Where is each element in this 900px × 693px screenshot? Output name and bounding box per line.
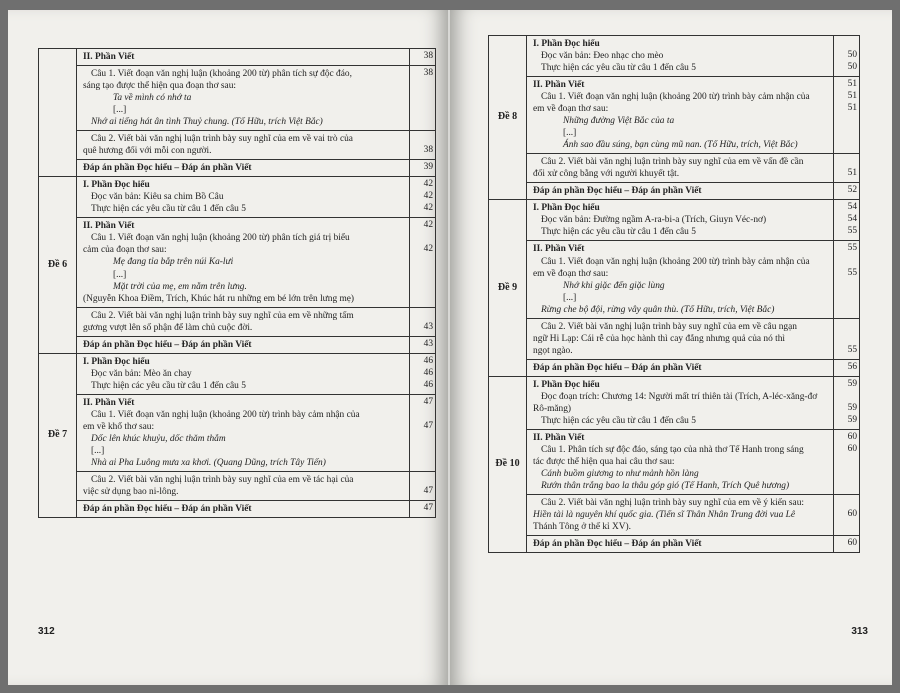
toc-entry-line: I. Phần Đọc hiểu bbox=[533, 203, 600, 214]
page-ref-number: 60 bbox=[847, 509, 857, 520]
exam-label: Đề 8 bbox=[489, 36, 527, 200]
toc-entry-line: Thực hiện các yêu cầu từ câu 1 đến câu 5 bbox=[91, 204, 246, 215]
toc-entry-line: em về đoạn thơ sau: bbox=[533, 268, 609, 279]
toc-entry-line: em về khổ thơ sau: bbox=[83, 421, 155, 432]
toc-entry-line: Đọc văn bản: Đeo nhạc cho mèo bbox=[541, 51, 664, 62]
toc-row bbox=[489, 36, 860, 77]
toc-entry bbox=[77, 471, 410, 500]
exam-label: Đề 10 bbox=[489, 376, 527, 552]
toc-entry-line: Rô-măng) bbox=[533, 403, 572, 414]
exam-label: Đề 9 bbox=[489, 200, 527, 376]
page-ref-number: 59 bbox=[847, 378, 857, 389]
toc-entry-line: Thực hiện các yêu cầu từ câu 1 đến câu 5 bbox=[541, 227, 696, 238]
page-ref-number: 46 bbox=[423, 379, 433, 390]
toc-entry-line: II. Phần Viết bbox=[533, 244, 585, 255]
toc-entry-line: Câu 2. Viết bài văn nghị luận trình bày suy nghĩ của em về câu ngạn bbox=[541, 321, 797, 332]
book-spread bbox=[8, 10, 892, 685]
toc-entry-line: II. Phần Viết bbox=[533, 80, 585, 91]
toc-entry bbox=[527, 318, 834, 359]
toc-row bbox=[39, 49, 436, 66]
toc-entry bbox=[77, 336, 410, 353]
toc-entry-line: Đáp án phần Đọc hiểu – Đáp án phần Viết bbox=[533, 186, 702, 197]
toc-entry-line: I. Phần Đọc hiểu bbox=[83, 356, 150, 367]
right-page bbox=[450, 10, 892, 685]
toc-entry-line: [...] bbox=[113, 105, 127, 116]
toc-entry-line: Câu 1. Phân tích sự độc đáo, sáng tạo của nhà thơ Tế Hanh trong sáng bbox=[541, 444, 804, 455]
toc-row bbox=[39, 353, 436, 394]
toc-entry-line: đối xử công bằng với người khuyết tật. bbox=[533, 169, 680, 180]
toc-entry-line: II. Phần Viết bbox=[83, 52, 135, 62]
exam-label: Đề 6 bbox=[39, 177, 77, 353]
page-ref-number: 59 bbox=[847, 402, 857, 413]
toc-entry-line: Đáp án phần Đọc hiểu – Đáp án phần Viết bbox=[533, 539, 702, 550]
toc-row bbox=[39, 160, 436, 177]
toc-entry-line: Rướn thân trắng bao la thâu góp gió (Tế Hanh, Trích Quê hương) bbox=[541, 481, 790, 492]
page-ref-number: 46 bbox=[423, 367, 433, 378]
toc-page-ref bbox=[410, 66, 436, 131]
toc-entry-line: I. Phần Đọc hiểu bbox=[533, 39, 600, 49]
toc-entry bbox=[77, 218, 410, 307]
toc-row bbox=[39, 66, 436, 131]
toc-entry-line: [...] bbox=[113, 269, 127, 280]
toc-entry bbox=[527, 36, 834, 77]
toc-entry bbox=[77, 160, 410, 177]
page-ref-number: 46 bbox=[423, 355, 433, 366]
toc-row bbox=[489, 429, 860, 494]
toc-entry-line: Những đường Việt Bắc của ta bbox=[563, 116, 675, 127]
exam-label bbox=[39, 49, 77, 177]
toc-row bbox=[489, 318, 860, 359]
exam-label: Đề 7 bbox=[39, 353, 77, 517]
toc-entry-line: Thánh Tông ở thế kỉ XV). bbox=[533, 522, 631, 533]
page-ref-number: 43 bbox=[423, 321, 433, 332]
toc-page-ref bbox=[834, 429, 860, 494]
toc-entry-line: Đọc văn bản: Đường ngầm A-ra-bi-a (Trích, Giuyn Véc-nơ) bbox=[541, 215, 767, 226]
toc-entry bbox=[527, 495, 834, 536]
toc-page-ref bbox=[834, 183, 860, 200]
page-ref-number: 51 bbox=[847, 79, 857, 90]
page-ref-number: 42 bbox=[423, 179, 433, 190]
page-ref-number: 51 bbox=[847, 103, 857, 114]
toc-entry-line: Câu 1. Viết đoạn văn nghị luận (khoảng 200 từ) trình bày cảm nhận của bbox=[541, 92, 810, 103]
page-ref-number bbox=[412, 231, 433, 243]
toc-entry bbox=[527, 183, 834, 200]
toc-entry-line: ngọt ngào. bbox=[533, 345, 573, 356]
toc-entry-line: quê hương đối với mỗi con người. bbox=[83, 146, 212, 157]
page-ref-number: 60 bbox=[847, 443, 857, 454]
page-number-right: 313 bbox=[851, 626, 868, 637]
page-ref-number: 56 bbox=[847, 361, 857, 372]
toc-entry-line: Câu 1. Viết đoạn văn nghị luận (khoảng 200 từ) trình bày cảm nhận của bbox=[541, 256, 810, 267]
toc-page-ref bbox=[410, 131, 436, 160]
toc-entry-line: Thực hiện các yêu cầu từ câu 1 đến câu 5 bbox=[541, 415, 696, 426]
page-ref-number bbox=[836, 520, 857, 532]
toc-row bbox=[39, 336, 436, 353]
toc-row bbox=[39, 394, 436, 471]
toc-page-ref bbox=[410, 177, 436, 218]
toc-entry bbox=[527, 200, 834, 241]
toc-page-ref bbox=[834, 495, 860, 536]
toc-entry-line: việc sử dụng bao ni-lông. bbox=[83, 487, 179, 497]
page-ref-number: 42 bbox=[423, 244, 433, 255]
page-ref-number bbox=[412, 132, 433, 144]
toc-entry-line: II. Phần Viết bbox=[83, 397, 135, 408]
toc-page-ref bbox=[834, 36, 860, 77]
page-ref-number: 50 bbox=[847, 50, 857, 60]
toc-row bbox=[39, 177, 436, 218]
page-ref-number: 47 bbox=[423, 420, 433, 431]
toc-entry-line: ngữ Hi Lạp: Cái rễ của học hành thì cay đắng nhưng quả của nó thì bbox=[533, 333, 786, 344]
toc-entry-line: cảm của đoạn thơ sau: bbox=[83, 245, 167, 256]
toc-row bbox=[489, 495, 860, 536]
page-ref-number: 42 bbox=[423, 203, 433, 214]
toc-page-ref bbox=[834, 536, 860, 553]
toc-row bbox=[489, 536, 860, 553]
toc-row bbox=[39, 501, 436, 518]
toc-page-ref bbox=[410, 501, 436, 518]
toc-entry-line: Đọc văn bản: Mèo ăn chay bbox=[91, 368, 192, 379]
toc-entry bbox=[77, 307, 410, 336]
page-ref-number: 42 bbox=[423, 191, 433, 202]
toc-entry-line: Đọc văn bản: Kiêu sa chim Bồ Câu bbox=[91, 192, 224, 203]
toc-table-left bbox=[38, 48, 436, 518]
page-ref-number: 47 bbox=[423, 396, 433, 407]
toc-entry-line: Câu 2. Viết bài văn nghị luận trình bày suy nghĩ của em về tác hại của bbox=[91, 474, 354, 485]
toc-entry-line: Thực hiện các yêu cầu từ câu 1 đến câu 5 bbox=[91, 380, 246, 391]
toc-page-ref bbox=[834, 318, 860, 359]
toc-entry-line: Cánh buồm giương to như mảnh hồn làng bbox=[541, 469, 699, 479]
toc-row bbox=[489, 376, 860, 429]
toc-entry-line: gương vượt lên số phận để làm chủ cuộc đời. bbox=[83, 322, 253, 333]
toc-entry-line: Đáp án phần Đọc hiểu – Đáp án phần Viết bbox=[533, 362, 702, 373]
page-ref-number: 42 bbox=[423, 220, 433, 231]
toc-entry bbox=[77, 394, 410, 471]
toc-entry-line: [...] bbox=[91, 445, 105, 456]
toc-entry-line: Câu 2. Viết bài văn nghị luận trình bày suy nghĩ của em về vấn đề cần bbox=[541, 157, 804, 168]
page-ref-number: 50 bbox=[847, 62, 857, 73]
left-page bbox=[8, 10, 448, 685]
toc-entry-line: Đáp án phần Đọc hiểu – Đáp án phần Viết bbox=[83, 163, 252, 174]
toc-row bbox=[489, 241, 860, 318]
toc-entry-line: Nhớ ai tiếng hát ân tình Thuỷ chung. (Tố Hữu, trích Việt Bắc) bbox=[91, 117, 323, 128]
toc-entry-line: Câu 2. Viết bài văn nghị luận trình bày suy nghĩ của em về vai trò của bbox=[91, 134, 353, 145]
toc-page-ref bbox=[834, 154, 860, 183]
toc-entry bbox=[77, 177, 410, 218]
toc-entry-line: Câu 1. Viết đoạn văn nghị luận (khoảng 200 từ) phân tích sự độc đáo, bbox=[91, 69, 352, 80]
toc-entry bbox=[77, 49, 410, 66]
page-ref-number: 55 bbox=[847, 226, 857, 237]
toc-row bbox=[489, 154, 860, 183]
page-ref-number bbox=[836, 496, 857, 508]
toc-entry-line: [...] bbox=[563, 128, 577, 139]
toc-entry-line: Đáp án phần Đọc hiểu – Đáp án phần Viết bbox=[83, 504, 252, 515]
page-ref-number: 39 bbox=[423, 162, 433, 173]
page-ref-number: 54 bbox=[847, 202, 857, 213]
toc-entry bbox=[77, 501, 410, 518]
toc-entry-line: Câu 2. Viết bài văn nghị luận trình bày suy nghĩ của em về ý kiến sau: bbox=[541, 498, 805, 509]
page-ref-number: 43 bbox=[423, 338, 433, 349]
toc-entry-line: em về đoạn thơ sau: bbox=[533, 104, 609, 115]
page-ref-number: 38 bbox=[423, 68, 433, 79]
toc-entry bbox=[527, 154, 834, 183]
toc-entry bbox=[527, 429, 834, 494]
toc-entry-line: II. Phần Viết bbox=[533, 432, 585, 443]
toc-entry-line: (Nguyễn Khoa Điềm, Trích, Khúc hát ru những em bé lớn trên lưng mẹ) bbox=[83, 293, 355, 304]
toc-page-ref bbox=[410, 336, 436, 353]
toc-entry-line: Mẹ đang tỉa bắp trên núi Ka-lưi bbox=[113, 257, 234, 268]
page-ref-number bbox=[836, 155, 857, 167]
page-ref-number: 55 bbox=[847, 344, 857, 355]
toc-entry-line: Ánh sao đầu súng, bạn cùng mũ nan. (Tố Hữu, trích, Việt Bắc) bbox=[563, 140, 798, 151]
page-ref-number bbox=[412, 309, 433, 321]
page-ref-number bbox=[836, 390, 857, 402]
toc-entry-line: tác được thể hiện qua hai câu thơ sau: bbox=[533, 456, 675, 467]
toc-entry-line: Câu 1. Viết đoạn văn nghị luận (khoảng 200 từ) phân tích giá trị biểu bbox=[91, 233, 350, 244]
toc-entry bbox=[527, 536, 834, 553]
page-ref-number bbox=[836, 332, 857, 344]
toc-page-ref bbox=[834, 200, 860, 241]
page-ref-number bbox=[412, 408, 433, 420]
toc-entry bbox=[77, 66, 410, 131]
toc-row bbox=[489, 359, 860, 376]
page-ref-number: 51 bbox=[847, 91, 857, 102]
toc-entry-line: Câu 1. Viết đoạn văn nghị luận (khoảng 200 từ) trình bày cảm nhận của bbox=[91, 409, 360, 420]
toc-entry-line: Đáp án phần Đọc hiểu – Đáp án phần Viết bbox=[83, 339, 252, 350]
toc-entry-line: Câu 2. Viết bài văn nghị luận trình bày suy nghĩ của em về những tấm bbox=[91, 310, 354, 321]
toc-page-ref bbox=[834, 77, 860, 154]
page-ref-number: 60 bbox=[847, 538, 857, 549]
toc-entry-line: Hiền tài là nguyên khí quốc gia. (Tiến sĩ Thân Nhân Trung đời vua Lê bbox=[533, 510, 796, 521]
toc-entry-line: Rừng che bộ đội, rừng vây quân thù. (Tố Hữu, trích, Việt Bắc) bbox=[541, 304, 775, 315]
toc-page-ref bbox=[834, 241, 860, 318]
toc-entry-line: [...] bbox=[563, 292, 577, 303]
page-ref-number: 47 bbox=[423, 503, 433, 514]
toc-entry bbox=[527, 376, 834, 429]
toc-page-ref bbox=[410, 471, 436, 500]
page-ref-number bbox=[412, 473, 433, 485]
toc-page-ref bbox=[410, 160, 436, 177]
page-ref-number bbox=[836, 320, 857, 332]
toc-entry-line: Dốc lên khúc khuỷu, dốc thăm thẳm bbox=[91, 433, 226, 444]
page-ref-number: 38 bbox=[423, 51, 433, 61]
toc-entry-line: I. Phần Đọc hiểu bbox=[83, 180, 150, 191]
toc-page-ref bbox=[410, 49, 436, 66]
page-ref-number bbox=[836, 37, 857, 49]
toc-entry-line: Thực hiện các yêu cầu từ câu 1 đến câu 5 bbox=[541, 63, 696, 74]
toc-entry-line: Nhớ khi giặc đến giặc lùng bbox=[563, 280, 665, 291]
toc-entry bbox=[77, 131, 410, 160]
page-ref-number: 47 bbox=[423, 485, 433, 496]
toc-row bbox=[489, 183, 860, 200]
toc-page-ref bbox=[834, 376, 860, 429]
toc-page-ref bbox=[410, 218, 436, 307]
toc-page-ref bbox=[834, 359, 860, 376]
toc-page-ref bbox=[410, 307, 436, 336]
toc-row bbox=[39, 471, 436, 500]
toc-entry-line: sáng tạo được thể hiện qua đoạn thơ sau: bbox=[83, 81, 236, 92]
toc-entry-line: I. Phần Đọc hiểu bbox=[533, 379, 600, 390]
page-ref-number: 51 bbox=[847, 168, 857, 179]
toc-row bbox=[39, 218, 436, 307]
toc-entry-line: Ta về mình có nhớ ta bbox=[113, 93, 192, 104]
toc-entry bbox=[77, 353, 410, 394]
toc-entry-line: II. Phần Viết bbox=[83, 221, 135, 232]
toc-row bbox=[489, 200, 860, 241]
toc-entry bbox=[527, 359, 834, 376]
page-ref-number: 54 bbox=[847, 214, 857, 225]
toc-row bbox=[489, 77, 860, 154]
page-ref-number: 60 bbox=[847, 431, 857, 442]
toc-entry-line: Nhà ai Pha Luông mưa xa khơi. (Quang Dũng, trích Tây Tiến) bbox=[91, 457, 326, 468]
page-ref-number: 59 bbox=[847, 414, 857, 425]
toc-row bbox=[39, 131, 436, 160]
toc-page-ref bbox=[410, 353, 436, 394]
toc-entry-line: Mặt trời của mẹ, em nằm trên lưng. bbox=[113, 281, 247, 292]
toc-row bbox=[39, 307, 436, 336]
page-ref-number: 38 bbox=[423, 145, 433, 156]
page-ref-number bbox=[836, 255, 857, 267]
page-number-left: 312 bbox=[38, 626, 55, 637]
toc-entry bbox=[527, 241, 834, 318]
toc-entry-line: Đọc đoạn trích: Chương 14: Người mất trí thiên tài (Trích, A-léc-xăng-đơ bbox=[541, 391, 818, 402]
toc-page-ref bbox=[410, 394, 436, 471]
toc-entry bbox=[527, 77, 834, 154]
page-ref-number: 52 bbox=[847, 185, 857, 196]
page-ref-number: 55 bbox=[847, 267, 857, 278]
toc-table-right bbox=[488, 35, 860, 553]
page-ref-number: 55 bbox=[847, 243, 857, 254]
